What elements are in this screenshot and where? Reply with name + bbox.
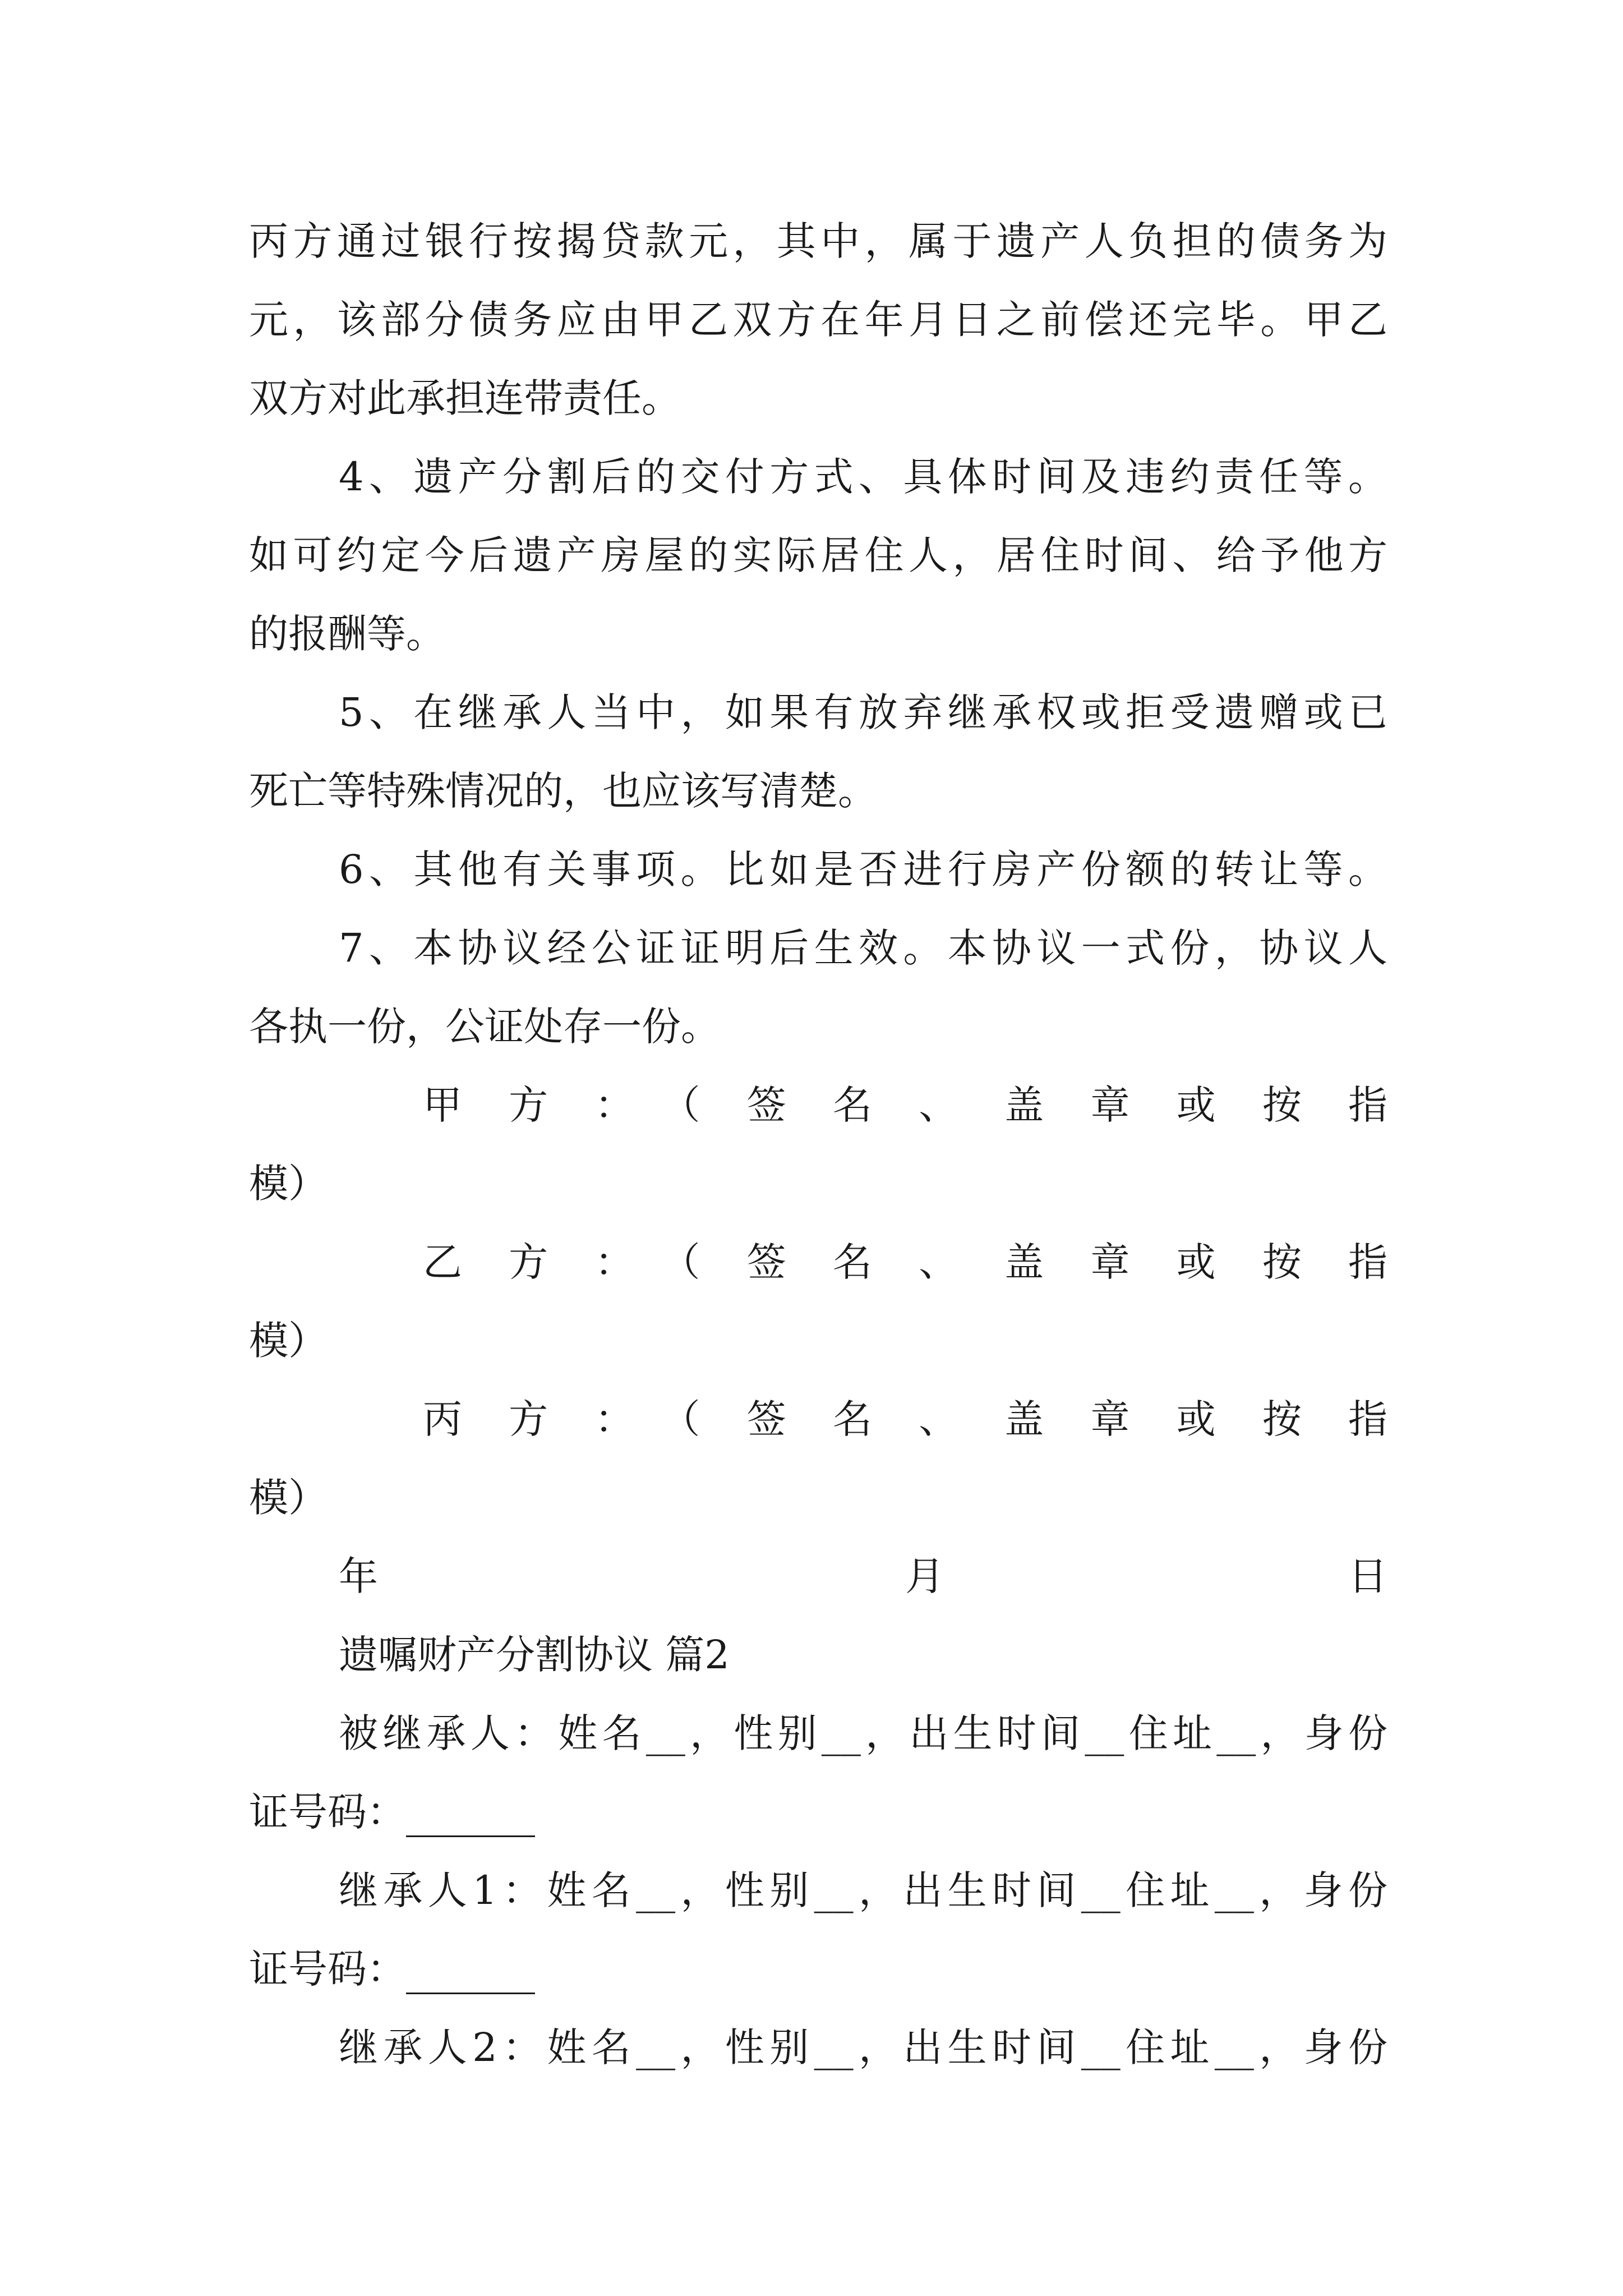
id-number-label: 证号码：	[249, 1946, 406, 1992]
item-line: 5、在继承人当中，如果有放弃继承权或拒受遗赠或已	[339, 689, 1387, 735]
paragraph-line: 元，该部分债务应由甲乙双方在年月日之前偿还完毕。甲乙	[249, 297, 1387, 343]
item-4	[249, 452, 1387, 687]
decedent-info	[249, 1708, 1387, 1865]
date-day: 日	[1348, 1553, 1387, 1599]
date-year: 年	[339, 1553, 378, 1599]
paragraph-line: 双方对此承担连带责任。	[249, 375, 681, 421]
paragraph-debt	[249, 216, 1387, 452]
item-line: 的报酬等。	[249, 611, 445, 657]
signature-party-b	[249, 1237, 1387, 1394]
item-line: 4、遗产分割后的交付方式、具体时间及违约责任等。	[339, 454, 1387, 500]
date-line	[249, 1551, 1387, 1602]
item-line: 如可约定今后遗产房屋的实际居住人，居住时间、给予他方	[249, 532, 1387, 578]
item-6	[249, 844, 1387, 923]
heir-2-info	[249, 2022, 1387, 2073]
item-5	[249, 687, 1387, 844]
signature-line-cont: 模）	[249, 1318, 328, 1364]
id-number-blank	[406, 1953, 535, 1994]
document-body	[249, 216, 1387, 2073]
id-number-label: 证号码：	[249, 1789, 406, 1835]
heir-line: 继承人2：姓名__，性别__，出生时间__住址__，身份	[339, 2024, 1387, 2070]
signature-line: 丙方：（签名、盖章或按指	[423, 1396, 1387, 1442]
item-line: 6、其他有关事项。比如是否进行房产份额的转让等。	[339, 846, 1387, 892]
signature-line-cont: 模）	[249, 1161, 328, 1207]
id-number-row	[249, 1787, 1387, 1837]
section-title: 遗嘱财产分割协议 篇2	[339, 1632, 730, 1678]
date-month: 月	[905, 1553, 944, 1599]
item-line: 死亡等特殊情况的，也应该写清楚。	[249, 768, 877, 814]
heir-1-info	[249, 1865, 1387, 2022]
decedent-line: 被继承人：姓名__，性别__，出生时间__住址__，身份	[339, 1710, 1387, 1756]
signature-party-c	[249, 1394, 1387, 1551]
signature-line: 甲方：（签名、盖章或按指	[423, 1082, 1387, 1128]
item-line: 7、本协议经公证证明后生效。本协议一式份，协议人	[339, 925, 1387, 971]
paragraph-line: 丙方通过银行按揭贷款元，其中，属于遗产人负担的债务为	[249, 218, 1387, 264]
signature-line-cont: 模）	[249, 1475, 328, 1521]
signature-party-a	[249, 1080, 1387, 1237]
id-number-row	[249, 1944, 1387, 1994]
item-line: 各执一份，公证处存一份。	[249, 1004, 720, 1050]
id-number-blank	[406, 1796, 535, 1837]
heir-line: 继承人1：姓名__，性别__，出生时间__住址__，身份	[339, 1867, 1387, 1913]
signature-line: 乙方：（签名、盖章或按指	[423, 1239, 1387, 1285]
item-7	[249, 923, 1387, 1080]
